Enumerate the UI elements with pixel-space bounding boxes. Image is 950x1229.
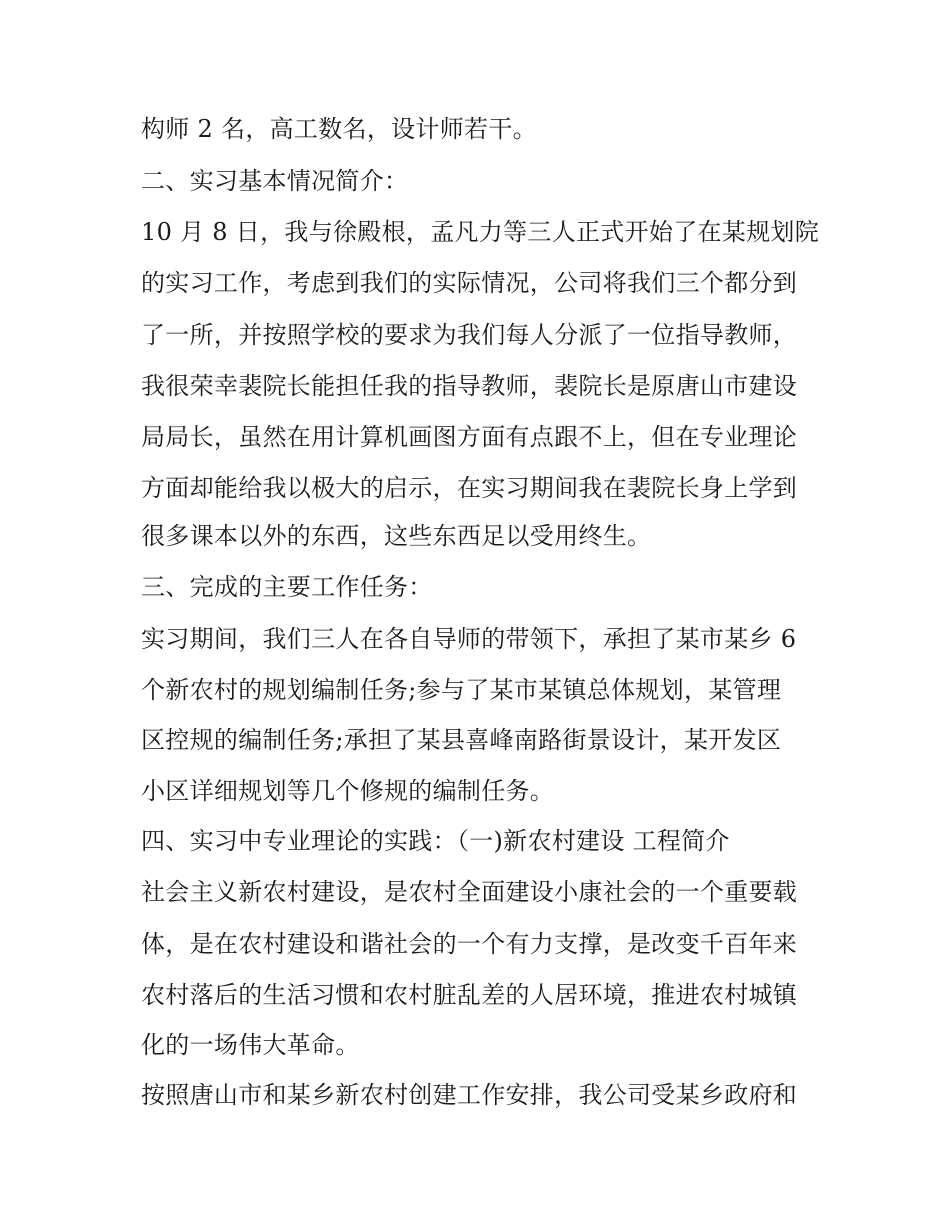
text-line: 按照唐山市和某乡新农村创建工作安排，我公司受某乡政府和 (141, 1081, 798, 1109)
text-line: 了一所，并按照学校的要求为我们每人分派了一位指导教师， (141, 321, 798, 349)
text-line: 农村落后的生活习惯和农村脏乱差的人居环境，推进农村城镇 (141, 981, 798, 1009)
text-line: 小区详细规划等几个修规的编制任务。 (141, 777, 555, 805)
section-heading-4: 四、实习中专业理论的实践：（一)新农村建设 工程简介 (141, 827, 730, 855)
text-line: 我很荣幸裴院长能担任我的指导教师，裴院长是原唐山市建设 (141, 372, 798, 400)
text-line: 构师 2 名，高工数名，设计师若干。 (141, 115, 537, 143)
text-line: 化的一场伟大革命。 (141, 1031, 360, 1059)
text-line: 的实习工作，考虑到我们的实际情况，公司将我们三个都分到 (141, 269, 798, 297)
section-heading-3: 三、完成的主要工作任务： (141, 573, 433, 601)
text-line: 很多课本以外的东西，这些东西足以受用终生。 (141, 522, 652, 550)
text-line: 方面却能给我以极大的启示，在实习期间我在裴院长身上学到 (141, 474, 798, 502)
text-line: 区控规的编制任务;承担了某县喜峰南路街景设计，某开发区 (141, 726, 782, 754)
text-line: 个新农村的规划编制任务;参与了某市某镇总体规划，某管理 (141, 676, 782, 704)
text-line: 社会主义新农村建设，是农村全面建设小康社会的一个重要载 (141, 878, 798, 906)
text-line: 体，是在农村建设和谐社会的一个有力支撑，是改变千百年来 (141, 930, 798, 958)
text-line: 局局长，虽然在用计算机画图方面有点跟不上，但在专业理论 (141, 423, 798, 451)
text-line: 10 月 8 日，我与徐殿根，孟凡力等三人正式开始了在某规划院 (141, 218, 819, 246)
text-line: 实习期间，我们三人在各自导师的带领下，承担了某市某乡 6 (141, 625, 797, 653)
section-heading-2: 二、实习基本情况简介： (141, 167, 409, 195)
